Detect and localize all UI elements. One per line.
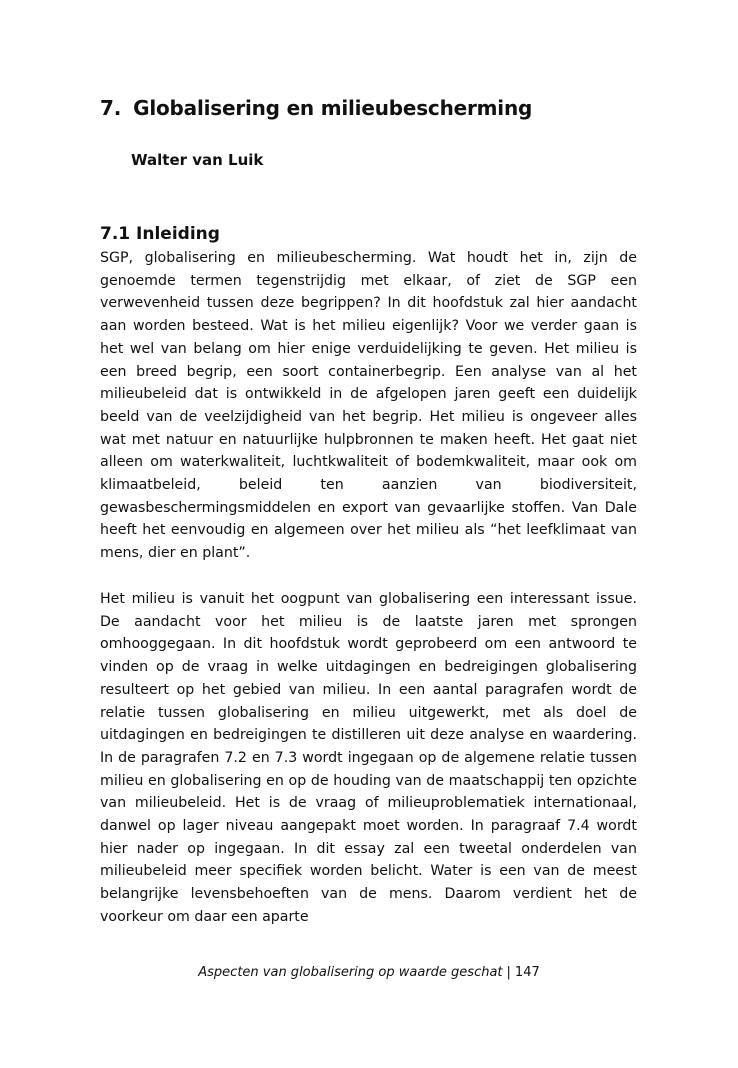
chapter-title <box>100 96 660 120</box>
chapter-title-text: Globalisering en milieubescherming <box>133 96 533 120</box>
body-paragraph: Het milieu is vanuit het oogpunt van globalisering een interessant issue. De aandacht voor het milieu is de laatste jaren met sprongen omhooggegaan. In dit hoofdstuk wordt geprobeerd om een antwoord te vinden op de vraag in welke uitdagingen en bedreigingen globalisering resulteert op het gebied van milieu. In een aantal paragrafen wordt de relatie tussen globalisering en milieu uitgewerkt, met als doel de uitdagingen en bedreigingen te distilleren uit deze analyse en waardering. In de paragrafen 7.2 en 7.3 wordt ingegaan op de algemene relatie tussen milieu en globalisering en op de houding van de maatschappij ten opzichte van milieubeleid. Het is de vraag of milieuproblematiek internationaal, danwel op lager niveau aangepakt moet worden. In paragraaf 7.4 wordt hier nader op ingegaan. In dit essay zal een tweetal onderdelen van milieubeleid meer specifiek worden belicht. Water is een van de meest belangrijke levensbehoeften van de mens. Daarom verdient het de voorkeur om daar een aparte <box>100 591 637 925</box>
body-paragraph: SGP, globalisering en milieubescherming. Wat houdt het in, zijn de genoemde termen tegenstrijdig met elkaar, of ziet de SGP een verwevenheid tussen deze begrippen? In dit hoofdstuk zal hier aandacht aan worden besteed. Wat is het milieu eigenlijk? Voor we verder gaan is het wel van belang om hier enige verduidelijking te geven. Het milieu is een breed begrip, een soort containerbegrip. Een analyse van al het milieubeleid dat is ontwikkeld in de afgelopen jaren geeft een duidelijk beeld van de veelzijdigheid van het begrip. Het milieu is ongeveer alles wat met natuur en natuurlijke hulpbronnen te maken heeft. Het gaat niet alleen om waterkwaliteit, luchtkwaliteit of bodemkwaliteit, maar ook om klimaatbeleid, beleid ten aanzien van biodiversiteit, gewasbeschermingsmiddelen en export van gevaarlijke stoffen. Van Dale heeft het eenvoudig en algemeen over het milieu als “het leefklimaat van mens, dier en plant”. <box>100 250 637 562</box>
page-number: 147 <box>514 965 540 980</box>
section-title: 7.1 Inleiding <box>100 224 220 244</box>
footer-separator: | <box>506 965 511 980</box>
author-name: Walter van Luik <box>131 151 264 169</box>
page-footer <box>0 965 738 980</box>
chapter-number: 7. <box>100 96 122 120</box>
footer-book-title: Aspecten van globalisering op waarde geschat <box>198 965 503 980</box>
